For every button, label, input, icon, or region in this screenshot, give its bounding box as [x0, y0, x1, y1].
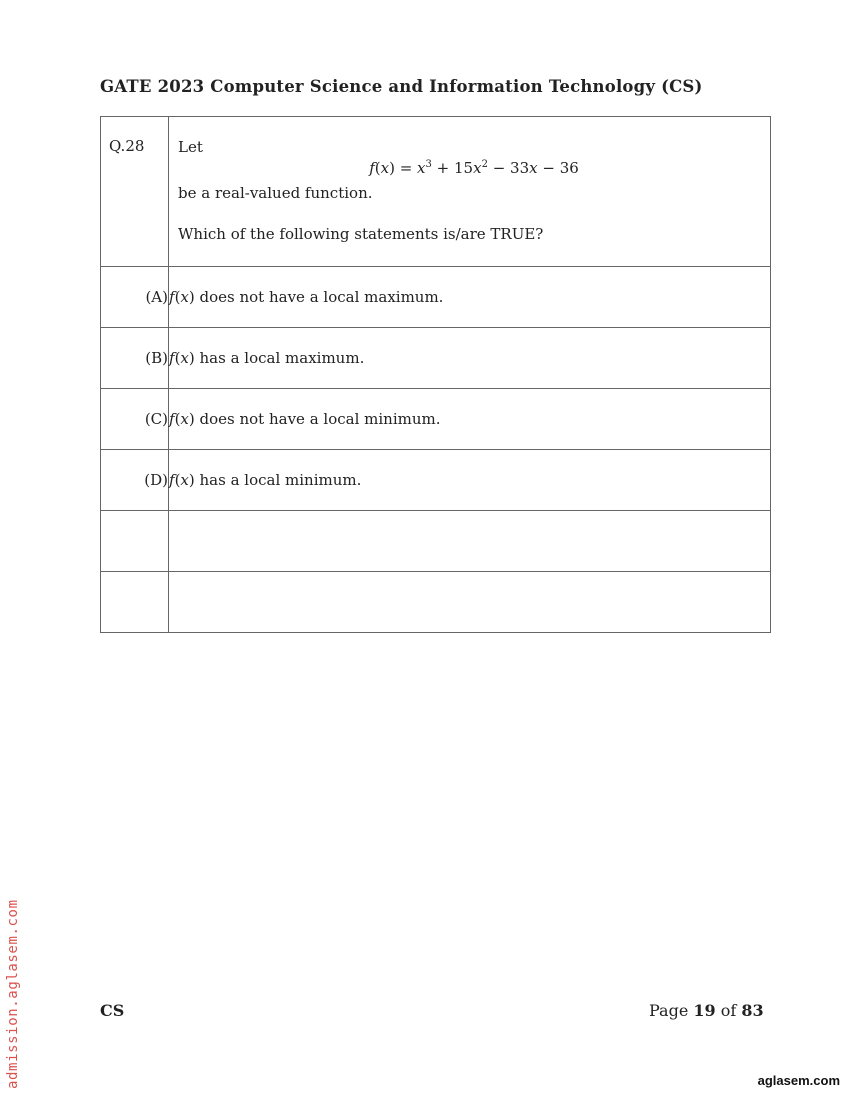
option-text: f(x) does not have a local minimum.: [169, 389, 771, 450]
option-row-a: [101, 267, 771, 328]
question-table: [100, 116, 771, 633]
option-text: f(x) has a local minimum.: [169, 450, 771, 511]
footer-page-number: Page 19 of 83: [649, 1001, 764, 1020]
question-number-cell: [101, 117, 169, 267]
page-header: GATE 2023 Computer Science and Information Technology (CS): [100, 77, 703, 96]
watermark-text: admission.aglasem.com: [5, 899, 21, 1089]
question-formula: $f(x) = x^3 + 15x^2 - 33x - 36$: [369, 159, 579, 177]
blank-row: [101, 511, 771, 572]
question-stem-cell: [169, 117, 771, 267]
option-label: (C): [101, 389, 169, 450]
question-line-3: Which of the following statements is/are TRUE?: [178, 225, 544, 243]
option-row-c: [101, 389, 771, 450]
option-label: (B): [101, 328, 169, 389]
option-label: (A): [101, 267, 169, 328]
option-label: (D): [101, 450, 169, 511]
option-text: f(x) has a local maximum.: [169, 328, 771, 389]
question-number: Q.28: [109, 137, 145, 155]
question-intro: Let: [178, 138, 203, 156]
question-row: [101, 117, 771, 267]
option-row-d: [101, 450, 771, 511]
blank-row: [101, 572, 771, 633]
option-row-b: [101, 328, 771, 389]
option-text: f(x) does not have a local maximum.: [169, 267, 771, 328]
question-line-2: be a real-valued function.: [178, 184, 373, 202]
footer-subject: CS: [100, 1001, 125, 1020]
brand-text: aglasem.com: [757, 1073, 840, 1088]
